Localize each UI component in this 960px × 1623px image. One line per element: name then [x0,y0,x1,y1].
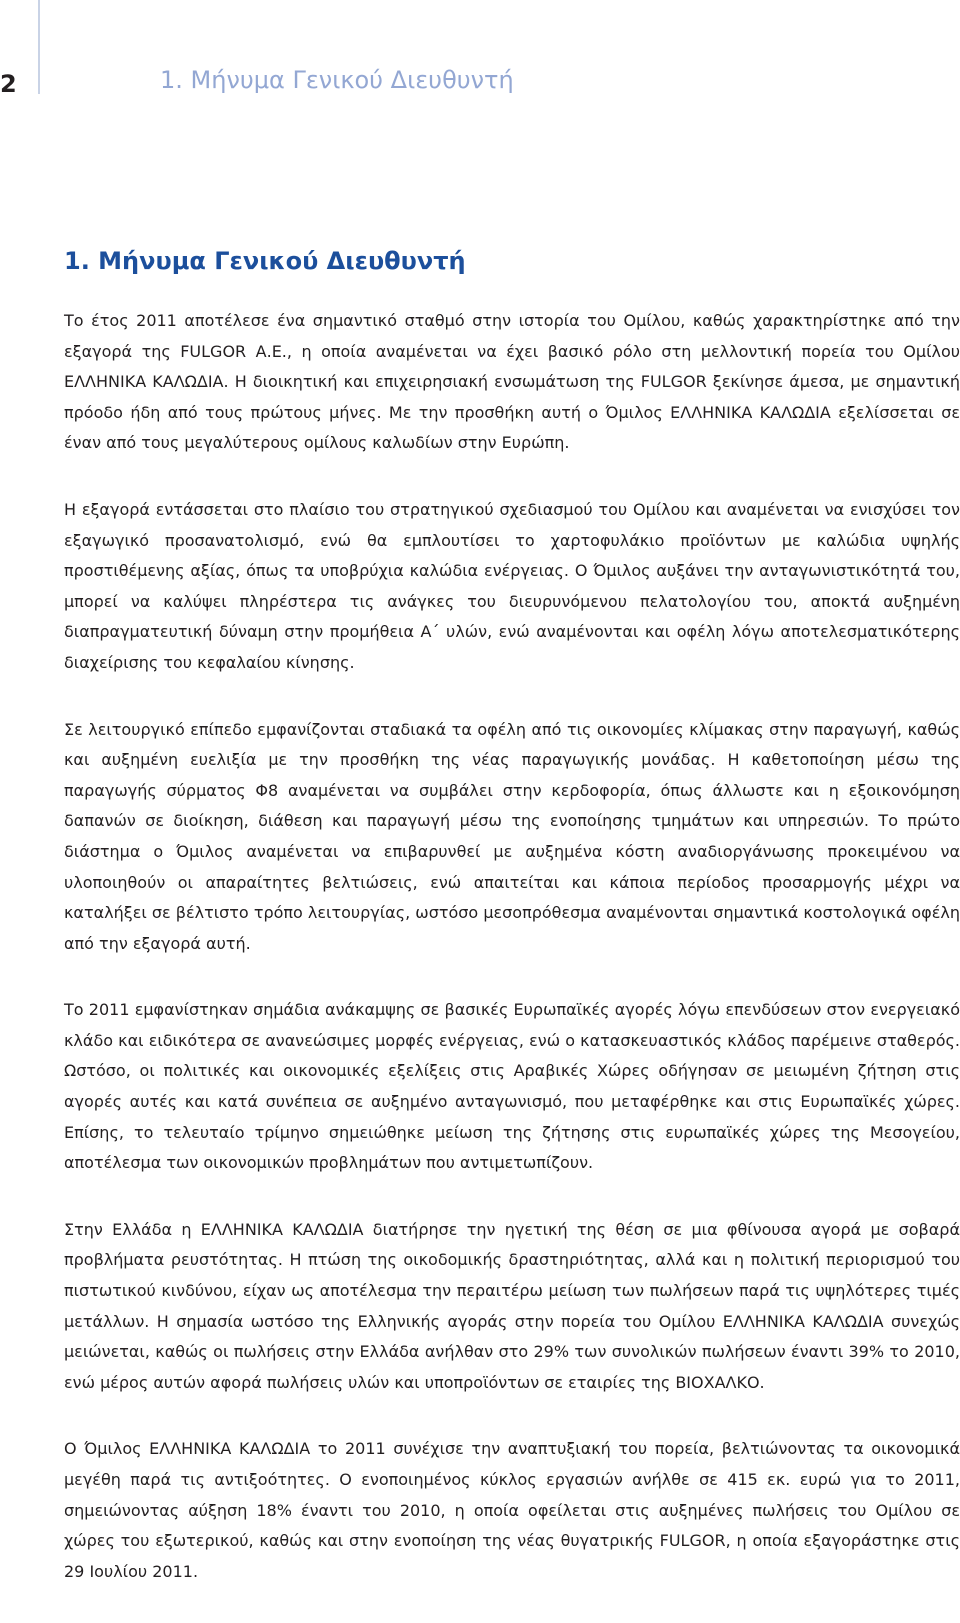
section-title: 1. Μήνυμα Γενικού Διευθυντή [64,247,466,275]
paragraph: Στην Ελλάδα η ΕΛΛΗΝΙΚΑ ΚΑΛΩΔΙΑ διατήρησε την ηγετική της θέση σε μια φθίνουσα αγορά με σοβαρά προβλήματα ρευστότητας. Η πτώση της οικοδομικής δραστηριότητας, αλλά και η πολιτική περιορισμού του πιστωτικού κινδύνου, είχαν ως αποτέλεσμα την περαιτέρω μείωση των πωλήσεων παρά τις υψηλότερες τιμές μετάλλων. Η σημασία ωστόσο της Ελληνικής αγοράς στην πορεία του Ομίλου ΕΛΛΗΝΙΚΑ ΚΑΛΩΔΙΑ συνεχώς μειώνεται, καθώς οι πωλήσεις στην Ελλάδα ανήλθαν στο 29% των συνολικών πωλήσεων έναντι 39% το 2010, ενώ μέρος αυτών αφορά πωλήσεις υλών και υποπροϊόντων σε εταιρίες της ΒΙΟΧΑΛΚΟ. [64,1219,960,1392]
paragraph: Το 2011 εμφανίστηκαν σημάδια ανάκαμψης σε βασικές Ευρωπαϊκές αγορές λόγω επενδύσεων στον ενεργειακό κλάδο και ειδικότερα σε ανανεώσιμες μορφές ενέργειας, ενώ ο κατασκευαστικός κλάδος παρέμεινε σταθερός. Ωστόσο, οι πολιτικές και οικονομικές εξελίξεις στις Αραβικές Χώρες οδήγησαν σε μειωμένη ζήτηση στις αγορές αυτές και κατά συνέπεια σε αυξημένο ανταγωνισμό, που μεταφέρθηκε και στις Ευρωπαϊκές χώρες. Επίσης, το τελευταίο τρίμηνο σημειώθηκε μείωση της ζήτησης στις ευρωπαϊκές χώρες της Μεσογείου, αποτέλεσμα των οικονομικών προβλημάτων που αντιμετωπίζουν. [64,1000,960,1173]
paragraph: Ο Όμιλος ΕΛΛΗΝΙΚΑ ΚΑΛΩΔΙΑ το 2011 συνέχισε την αναπτυξιακή του πορεία, βελτιώνοντας τα οικονομικά μεγέθη παρά τις αντιξοότητες. Ο ενοποιημένος κύκλος εργασιών ανήλθε σε 415 εκ. ευρώ για το 2011, σημειώνοντας αύξηση 18% έναντι του 2010, η οποία οφείλεται στις αυξημένες πωλήσεις του Ομίλου σε χώρες του εξωτερικού, καθώς και στην ενοποίηση της νέας θυγατρικής FULGOR, η οποία εξαγοράστηκε στις 29 Ιουλίου 2011. [64,1439,960,1581]
running-header: 1. Μήνυμα Γενικού Διευθυντή [160,66,514,94]
page-number: 2 [0,70,17,98]
paragraph: Σε λειτουργικό επίπεδο εμφανίζονται σταδιακά τα οφέλη από τις οικονομίες κλίμακας στην παραγωγή, καθώς και αυξημένη ευελιξία με την προσθήκη της νέας παραγωγικής μονάδας. Η καθετοποίηση μέσω της παραγωγής σύρματος Φ8 αναμένεται να συμβάλει στην κερδοφορία, όπως άλλωστε και η εξοικονόμηση δαπανών σε διοίκηση, διάθεση και παραγωγή μέσω της ενοποίησης τμημάτων και υπηρεσιών. Το πρώτο διάστημα ο Όμιλος αναμένεται να επιβαρυνθεί με αυξημένα κόστη αναδιοργάνωσης προκειμένου να υλοποιηθούν οι απαραίτητες βελτιώσεις, ενώ απαιτείται και κάποια περίοδος προσαρμογής μέχρι να καταλήξει σε βέλτιστο τρόπο λειτουργίας, ωστόσο μεσοπρόθεσμα αναμένονται σημαντικά κοστολογικά οφέλη από την εξαγορά αυτή. [64,719,960,953]
body-text [64,306,960,1623]
paragraph: Η εξαγορά εντάσσεται στο πλαίσιο του στρατηγικού σχεδιασμού του Ομίλου και αναμένεται να ενισχύσει τον εξαγωγικό προσανατολισμό, ενώ θα εμπλουτίσει το χαρτοφυλάκιο προϊόντων με καλώδια υψηλής προστιθέμενης αξίας, όπως τα υποβρύχια καλώδια ενέργειας. Ο Όμιλος αυξάνει την ανταγωνιστικότητά του, μπορεί να καλύψει πληρέστερα τις ανάγκες του διευρυνόμενου πελατολογίου του, αποκτά αυξημένη διαπραγματευτική δύναμη στην προμήθεια Α΄ υλών, ενώ αναμένονται και οφέλη λόγω αποτελεσματικότερης διαχείρισης του κεφαλαίου κίνησης. [64,499,960,672]
header-divider [38,0,40,94]
paragraph: Το έτος 2011 αποτέλεσε ένα σημαντικό σταθμό στην ιστορία του Ομίλου, καθώς χαρακτηρίστηκε από την εξαγορά της FULGOR Α.Ε., η οποία αναμένεται να έχει βασικό ρόλο στη μελλοντική πορεία του Ομίλου ΕΛΛΗΝΙΚΑ ΚΑΛΩΔΙΑ. Η διοικητική και επιχειρησιακή ενσωμάτωση της FULGOR ξεκίνησε άμεσα, με σημαντική πρόοδο ήδη από τους πρώτους μήνες. Με την προσθήκη αυτή ο Όμιλος ΕΛΛΗΝΙΚΑ ΚΑΛΩΔΙΑ εξελίσσεται σε έναν από τους μεγαλύτερους ομίλους καλωδίων στην Ευρώπη. [64,311,960,453]
